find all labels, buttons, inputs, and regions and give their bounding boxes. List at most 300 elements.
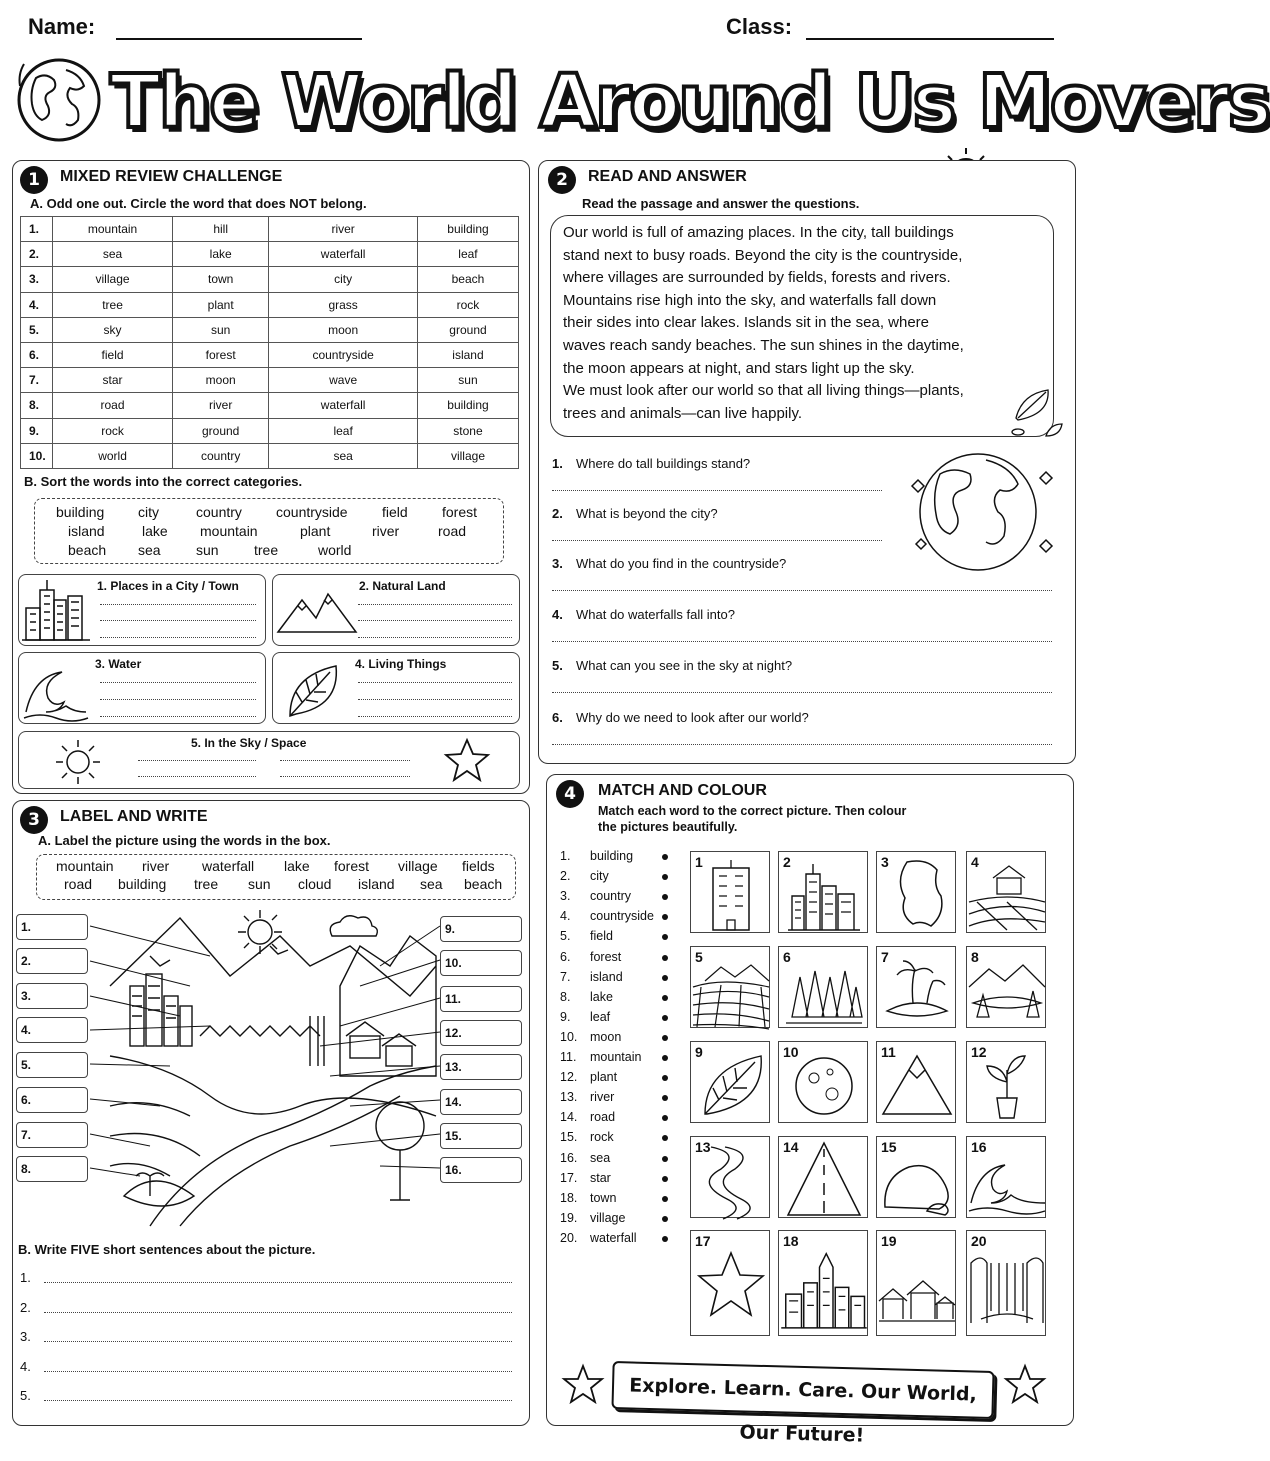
word-row [56, 858, 506, 876]
match-word-number: 10. [560, 1029, 578, 1044]
answer-line[interactable] [358, 699, 512, 700]
match-word-number: 17. [560, 1170, 578, 1185]
row-number: 2. [21, 242, 53, 267]
passage-line: their sides into clear lakes. Islands sit in the sea, where [563, 314, 930, 332]
word-cell[interactable]: star [53, 368, 173, 393]
match-word-text: leaf [590, 1009, 611, 1024]
match-word [560, 1130, 614, 1144]
match-word-text: plant [590, 1070, 618, 1085]
row-number: 9. [21, 418, 53, 443]
table-row [21, 242, 519, 267]
star-icon [444, 738, 490, 782]
match-word-number: 9. [560, 1009, 571, 1024]
picture-number: 12 [971, 1044, 987, 1060]
building-icon [691, 852, 771, 934]
word-cell[interactable]: forest [173, 342, 269, 367]
sentence-line[interactable] [44, 1400, 512, 1401]
row-number: 4. [21, 292, 53, 317]
sentence-number: 5. [20, 1388, 31, 1403]
match-word-number: 8. [560, 989, 571, 1004]
answer-line[interactable] [100, 682, 256, 683]
passage-line: waves reach sandy beaches. The sun shines in the daytime, [563, 336, 964, 354]
question [552, 456, 750, 471]
label-box[interactable]: 2. [16, 948, 88, 974]
table-row [21, 443, 519, 468]
picture-card[interactable] [690, 1230, 770, 1336]
match-word [560, 970, 623, 984]
word-cell[interactable]: world [53, 443, 173, 468]
label-box[interactable]: 11. [440, 986, 522, 1012]
word-cell[interactable]: tree [53, 292, 173, 317]
word-cell[interactable]: island [417, 342, 518, 367]
picture-card[interactable] [966, 946, 1046, 1028]
category-city-town-title: 1. Places in a City / Town [97, 579, 239, 593]
word-cell[interactable]: field [53, 342, 173, 367]
section-3-title: LABEL AND WRITE [60, 808, 208, 825]
match-word-number: 4. [560, 909, 571, 924]
row-number: 8. [21, 393, 53, 418]
picture-card[interactable] [966, 1230, 1046, 1336]
question-text: What do you find in the countryside? [576, 556, 787, 571]
answer-line[interactable] [280, 760, 410, 761]
word-cell[interactable]: country [173, 443, 269, 468]
word-cell[interactable]: building [417, 217, 518, 242]
picture-number: 6 [783, 949, 791, 965]
sentence-line[interactable] [44, 1312, 512, 1313]
word-cell[interactable]: lake [173, 242, 269, 267]
word-item: beach [68, 542, 107, 558]
passage-line: trees and animals—can live happily. [563, 404, 803, 422]
picture-card[interactable] [778, 1136, 868, 1218]
section-1-number: 1 [20, 166, 48, 194]
word-item: building [56, 504, 105, 520]
word-item: cloud [298, 876, 332, 892]
row-number: 5. [21, 317, 53, 342]
picture-card[interactable] [690, 851, 770, 933]
question [552, 506, 718, 521]
word-cell[interactable]: rock [53, 418, 173, 443]
word-cell[interactable]: sea [53, 242, 173, 267]
leaves-icon [1006, 386, 1066, 442]
word-cell[interactable]: moon [173, 368, 269, 393]
answer-line[interactable] [100, 620, 256, 621]
word-cell[interactable]: village [53, 267, 173, 292]
answer-line[interactable] [552, 490, 882, 491]
word-cell[interactable]: ground [417, 317, 518, 342]
answer-line[interactable] [280, 776, 410, 777]
word-cell[interactable]: wave [269, 368, 418, 393]
label-box[interactable]: 6. [16, 1087, 88, 1113]
match-dot[interactable] [662, 854, 668, 860]
label-box[interactable]: 15. [440, 1123, 522, 1149]
word-item: field [382, 504, 408, 520]
match-word [560, 1110, 615, 1124]
sentence-line[interactable] [44, 1341, 512, 1342]
match-word-number: 15. [560, 1130, 578, 1145]
answer-line[interactable] [100, 604, 256, 605]
answer-line[interactable] [100, 699, 256, 700]
category-sky-space-title: 5. In the Sky / Space [191, 736, 307, 750]
match-word-number: 2. [560, 869, 571, 884]
word-item: mountain [56, 858, 114, 874]
picture-number: 4 [971, 854, 979, 870]
label-box[interactable]: 4. [16, 1017, 88, 1043]
picture-card[interactable] [876, 946, 956, 1028]
class-line[interactable] [806, 38, 1054, 40]
answer-line[interactable] [100, 716, 256, 717]
passage-line: We must look after our world so that all living things—plants, [563, 382, 964, 400]
picture-number: 13 [695, 1139, 711, 1155]
section-3-number: 3 [20, 806, 48, 834]
question [552, 710, 809, 725]
answer-line[interactable] [138, 760, 256, 761]
match-word-text: countryside [590, 909, 654, 924]
globe-icon [16, 54, 102, 144]
question [552, 556, 786, 571]
label-box[interactable]: 8. [16, 1156, 88, 1182]
sentence-number: 2. [20, 1299, 31, 1315]
match-word-text: waterfall [590, 1230, 637, 1245]
picture-number: 3 [881, 854, 889, 870]
word-cell[interactable]: rock [417, 292, 518, 317]
word-cell[interactable]: plant [173, 292, 269, 317]
picture-number: 9 [695, 1044, 703, 1060]
word-item: beach [464, 876, 503, 892]
answer-line[interactable] [358, 682, 512, 683]
leaf-icon [284, 660, 340, 720]
match-dot[interactable] [662, 1236, 668, 1242]
picture-card[interactable] [778, 946, 868, 1028]
word-item: tree [254, 542, 279, 558]
word-item: country [196, 504, 242, 520]
match-word-text: city [590, 869, 609, 884]
name-line[interactable] [116, 38, 362, 40]
name-label: Name: [28, 14, 96, 39]
word-cell[interactable]: waterfall [269, 242, 418, 267]
picture-number: 17 [695, 1233, 711, 1249]
word-cell[interactable]: sky [53, 317, 173, 342]
match-dot[interactable] [662, 995, 668, 1001]
label-box[interactable]: 12. [440, 1020, 522, 1046]
match-word-text: island [590, 969, 623, 984]
section-2-title: READ AND ANSWER [588, 168, 747, 185]
match-word [560, 929, 613, 943]
word-cell[interactable]: city [269, 267, 418, 292]
picture-card[interactable] [966, 1041, 1046, 1123]
section-4-number: 4 [556, 780, 584, 808]
word-item: island [358, 876, 395, 892]
row-number: 3. [21, 267, 53, 292]
match-word-text: road [590, 1110, 616, 1125]
word-cell[interactable]: leaf [269, 418, 418, 443]
table-row [21, 418, 519, 443]
word-cell[interactable]: sun [173, 317, 269, 342]
word-item: forest [334, 858, 370, 874]
match-word [560, 889, 631, 903]
picture-card[interactable] [690, 946, 770, 1028]
label-box[interactable]: 16. [440, 1157, 522, 1183]
motto-banner: Explore. Learn. Care. Our World, Our Future! [611, 1361, 994, 1419]
match-word-text: lake [590, 989, 613, 1004]
match-word-text: mountain [590, 1050, 642, 1064]
read-instructions: Read the passage and answer the questions. [582, 196, 860, 211]
question-number: 5. [552, 658, 563, 673]
match-word-number: 16. [560, 1150, 578, 1165]
match-dot[interactable] [662, 955, 668, 961]
city-buildings-icon [22, 578, 92, 642]
word-item: river [142, 858, 170, 874]
word-item: lake [284, 858, 310, 874]
answer-line[interactable] [552, 641, 1052, 642]
passage-line: Mountains rise high into the sky, and waterfalls fall down [563, 291, 937, 309]
table-row [21, 342, 519, 367]
match-word [560, 869, 609, 883]
match-dot[interactable] [662, 1015, 668, 1021]
label-box[interactable]: 14. [440, 1089, 522, 1115]
question-text: What is beyond the city? [576, 506, 718, 521]
match-word-text: building [590, 849, 634, 863]
match-word-text: rock [590, 1130, 614, 1145]
word-item: mountain [200, 523, 258, 539]
question-text: Where do tall buildings stand? [576, 456, 751, 471]
picture-number: 20 [971, 1233, 987, 1249]
word-item: plant [300, 523, 331, 539]
answer-line[interactable] [552, 744, 1052, 745]
word-cell[interactable]: countryside [269, 342, 418, 367]
match-word-number: 12. [560, 1070, 578, 1085]
word-cell[interactable]: river [269, 217, 418, 242]
word-cell[interactable]: town [173, 267, 269, 292]
earth-icon [900, 444, 1060, 572]
picture-number: 7 [881, 949, 889, 965]
match-word [560, 1030, 621, 1044]
match-dot[interactable] [662, 975, 668, 981]
section-1-title: MIXED REVIEW CHALLENGE [60, 168, 283, 185]
word-item: island [68, 523, 105, 539]
picture-card[interactable] [778, 1041, 868, 1123]
table-row [21, 292, 519, 317]
match-dot[interactable] [662, 1196, 668, 1202]
lake-icon [967, 947, 1047, 1029]
sentence-number: 4. [20, 1358, 31, 1374]
answer-line[interactable] [552, 692, 1052, 693]
label-box[interactable]: 10. [440, 950, 522, 976]
picture-card[interactable] [876, 851, 956, 933]
word-cell[interactable]: sea [269, 443, 418, 468]
label-box[interactable]: 9. [440, 916, 522, 942]
word-item: road [64, 876, 93, 892]
word-cell[interactable]: hill [173, 217, 269, 242]
word-item: sea [138, 542, 161, 558]
match-word-number: 5. [560, 929, 571, 944]
table-row [21, 217, 519, 242]
answer-line[interactable] [358, 620, 512, 621]
word-item: city [138, 504, 159, 520]
match-word [560, 909, 654, 923]
match-word-text: town [590, 1190, 617, 1205]
word-cell[interactable]: moon [269, 317, 418, 342]
match-word [560, 1231, 637, 1245]
label-box[interactable]: 7. [16, 1122, 88, 1148]
picture-card[interactable] [778, 851, 868, 933]
picture-number: 11 [881, 1044, 896, 1060]
label-box[interactable]: 13. [440, 1054, 522, 1080]
label-box[interactable]: 1. [16, 914, 88, 940]
word-row [64, 876, 514, 894]
match-instructions-line-2: the pictures beautifully. [598, 820, 738, 834]
answer-line[interactable] [358, 604, 512, 605]
match-word-number: 19. [560, 1210, 578, 1225]
picture-card[interactable] [690, 1041, 770, 1123]
leaf-icon [691, 1042, 771, 1124]
passage-line: Our world is full of amazing places. In the city, tall buildings [563, 224, 954, 241]
match-word-number: 11. [560, 1050, 577, 1064]
picture-card[interactable] [778, 1230, 868, 1336]
star-decoration-icon [562, 1364, 604, 1404]
passage-line: stand next to busy roads. Beyond the city is the countryside, [563, 246, 963, 264]
section-2-number: 2 [548, 166, 576, 194]
question-text: What do waterfalls fall into? [576, 607, 735, 622]
word-row [68, 542, 368, 560]
match-word [560, 1191, 616, 1205]
label-box[interactable]: 5. [16, 1052, 88, 1078]
match-word-text: moon [590, 1029, 622, 1044]
match-word-text: country [590, 889, 631, 904]
word-item: sea [420, 876, 443, 892]
picture-card[interactable] [876, 1136, 956, 1218]
row-number: 1. [21, 217, 53, 242]
word-row [56, 504, 496, 522]
match-word-text: river [590, 1090, 615, 1105]
page-title: The World Around Us Movers [110, 59, 1270, 145]
table-row [21, 317, 519, 342]
match-word [560, 950, 621, 964]
word-cell[interactable]: building [417, 393, 518, 418]
word-item: forest [442, 504, 478, 520]
city-icon [779, 852, 869, 934]
answer-line[interactable] [552, 590, 1052, 591]
word-cell[interactable]: stone [417, 418, 518, 443]
country-map-icon [877, 852, 957, 934]
reading-passage [550, 215, 1054, 437]
picture-number: 10 [783, 1044, 799, 1060]
picture-number: 8 [971, 949, 979, 965]
picture-card[interactable] [966, 851, 1046, 933]
sentence-line[interactable] [44, 1371, 512, 1372]
picture-card[interactable] [876, 1230, 956, 1336]
word-item: road [438, 523, 467, 539]
table-row [21, 393, 519, 418]
match-dot[interactable] [662, 1156, 668, 1162]
word-item: lake [142, 523, 168, 539]
forest-icon [779, 947, 869, 1029]
answer-line[interactable] [100, 637, 256, 638]
countryside-icon [967, 852, 1047, 934]
match-word [560, 1151, 610, 1165]
sentence-number: 1. [20, 1270, 31, 1285]
word-cell[interactable]: waterfall [269, 393, 418, 418]
row-number: 6. [21, 342, 53, 367]
picture-card[interactable] [690, 1136, 770, 1218]
odd-one-out-instructions: A. Odd one out. Circle the word that does NOT belong. [30, 196, 367, 211]
label-box[interactable]: 3. [16, 983, 88, 1009]
question-text: What can you see in the sky at night? [576, 658, 793, 673]
answer-line[interactable] [358, 637, 512, 638]
picture-number: 15 [881, 1139, 897, 1155]
sort-instructions: B. Sort the words into the correct categories. [24, 474, 303, 489]
word-cell[interactable]: mountain [53, 217, 173, 242]
word-item: countryside [276, 504, 348, 520]
word-cell[interactable]: road [53, 393, 173, 418]
answer-line[interactable] [552, 540, 882, 541]
word-cell[interactable]: leaf [417, 242, 518, 267]
picture-number: 2 [783, 854, 791, 870]
match-word-number: 20. [560, 1230, 578, 1245]
table-row [21, 267, 519, 292]
row-number: 10. [21, 443, 53, 468]
sentence-number: 3. [20, 1329, 31, 1344]
answer-line[interactable] [138, 776, 256, 777]
question-number: 2. [552, 506, 563, 521]
match-word-number: 1. [560, 849, 571, 863]
word-item: tree [194, 876, 219, 892]
match-word [560, 1211, 625, 1225]
match-word-text: star [590, 1170, 611, 1185]
match-word [560, 1070, 617, 1084]
match-dot[interactable] [662, 1216, 668, 1222]
word-item: river [372, 523, 400, 539]
match-word-text: field [590, 929, 613, 944]
category-living-things-title: 4. Living Things [355, 657, 447, 671]
word-row [68, 523, 488, 541]
row-number: 7. [21, 368, 53, 393]
answer-line[interactable] [358, 716, 512, 717]
word-cell[interactable]: river [173, 393, 269, 418]
class-label: Class: [726, 14, 793, 39]
match-dot[interactable] [662, 1055, 668, 1061]
word-item: waterfall [202, 858, 255, 874]
label-instructions: A. Label the picture using the words in the box. [38, 833, 331, 848]
match-dot[interactable] [662, 1035, 668, 1041]
question-text: Why do we need to look after our world? [576, 710, 809, 725]
sun-icon [50, 738, 106, 786]
match-word [560, 990, 613, 1004]
word-cell[interactable]: beach [417, 267, 518, 292]
sentence-line[interactable] [44, 1282, 512, 1283]
table-row [21, 368, 519, 393]
island-icon [877, 947, 957, 1029]
word-cell[interactable]: grass [269, 292, 418, 317]
word-cell[interactable]: village [417, 443, 518, 468]
odd-one-out-table [20, 216, 519, 469]
picture-card[interactable] [876, 1041, 956, 1123]
picture-number: 19 [881, 1233, 897, 1249]
question-number: 4. [552, 607, 563, 622]
match-word-text: sea [590, 1150, 611, 1165]
match-word [560, 1090, 614, 1104]
match-word-number: 7. [560, 969, 571, 984]
mountains-icon [276, 588, 358, 636]
match-dot[interactable] [662, 1176, 668, 1182]
picture-number: 14 [783, 1139, 799, 1155]
word-item: sun [248, 876, 271, 892]
match-word [560, 1171, 611, 1185]
word-cell[interactable]: ground [173, 418, 269, 443]
word-cell[interactable]: sun [417, 368, 518, 393]
picture-number: 1 [695, 854, 703, 870]
picture-card[interactable] [966, 1136, 1046, 1218]
match-instructions-line-1: Match each word to the correct picture. Then colour [598, 804, 907, 818]
